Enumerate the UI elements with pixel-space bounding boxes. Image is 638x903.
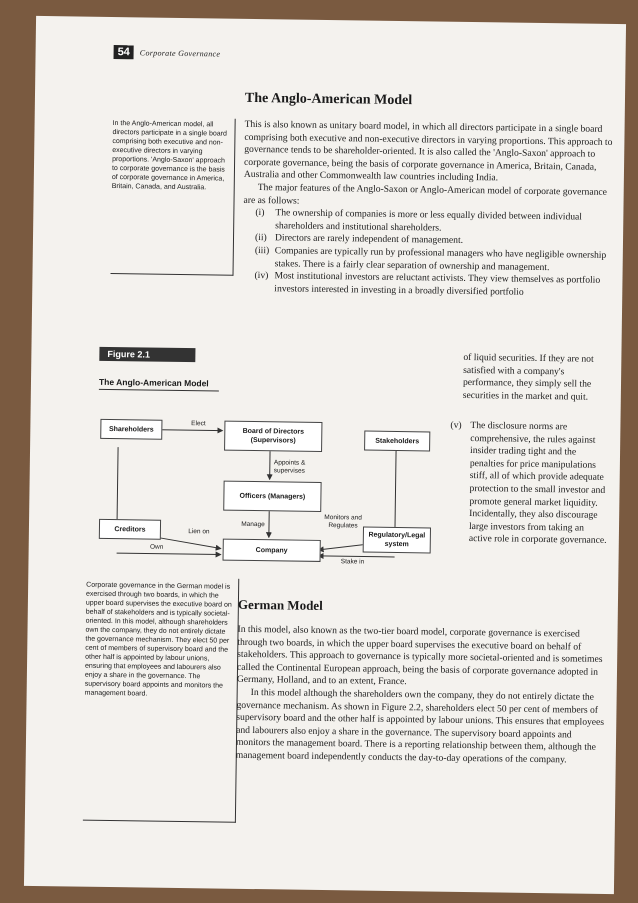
officers-box: Officers (Managers): [223, 481, 321, 512]
monitors-label: Monitors and Regulates: [324, 513, 362, 530]
margin-note-anglo-text: In the Anglo-American model, all directors participate in a single board comprising both executive and non-executive directors in varying proportions. 'Anglo-Saxon' approach to corporate governance is the basis of corporate governance in America, Britain, Canada, and Australia.: [111, 120, 227, 192]
german-body: [236, 624, 608, 768]
running-title: Corporate Governance: [139, 47, 221, 58]
book-page: [24, 16, 626, 894]
appoints-label: Appoints & supervises: [273, 459, 306, 475]
item-v-number: (v): [450, 419, 462, 431]
stake-line: [395, 451, 396, 531]
stake-arrow: [319, 556, 395, 557]
list-item: (iii) Companies are typically run by professional managers who have negligible ownership stakes. There is a fairly clear separation of ownership and management.: [254, 244, 607, 273]
manage-label: Manage: [241, 520, 265, 529]
margin-note-anglo: [111, 117, 236, 276]
anglo-item-v: [449, 420, 611, 548]
own-arrow: [117, 553, 221, 554]
page-header: [114, 45, 221, 60]
section-title-anglo: The Anglo-American Model: [244, 90, 413, 109]
elect-arrow: [160, 430, 222, 431]
german-paragraph-2: In this model although the shareholders own the company, they do not entirely dictate the governance mechanism. As shown in Figure 2.2, shareholders elect 50 per cent of members of supervisory board and the other half is appointed by labour unions. This ensures that employees and labourers also enjoy a share in the governance. The supervisory board appoints and monitors the management board. There is a reporting relationship between them, although the management board independently conducts the day-to-day operations of the company.: [235, 686, 605, 766]
lien-label: Lien on: [188, 528, 210, 536]
board-box: Board of Directors (Supervisors): [224, 421, 322, 452]
page-number: 54: [114, 45, 134, 59]
margin-note-german: [83, 577, 239, 823]
list-item: (ii) Directors are rarely independent of management.: [254, 232, 464, 247]
anglo-body: [242, 119, 614, 300]
anglo-item-iv-continued: of liquid securities. If they are not satisfied with a company's performance, they simply sell the securities in the market and quit.: [462, 351, 594, 403]
list-item: (i) The ownership of companies is more or less equally divided between individual shareholders and institutional shareholders.: [255, 207, 583, 234]
anglo-feature-list: [254, 207, 613, 300]
german-paragraph-1: In this model, also known as the two-tier board model, corporate governance is exercised through two boards, in which the upper board supervises the executive board on behalf of stakeholders. This approach to governance is typically more societal-oriented and is sometimes called the Continental European approach, being the basis of corporate governance adopted in Germany, Holland, and to an extent, France.: [236, 623, 603, 688]
company-box: Company: [223, 539, 321, 562]
own-label: Own: [149, 543, 164, 551]
elect-label: Elect: [191, 420, 206, 428]
section-title-german: German Model: [237, 596, 323, 613]
figure-2-1: [96, 347, 439, 570]
figure-label: Figure 2.1: [99, 347, 195, 362]
item-v-text: The disclosure norms are comprehensive, the rules against insider trading tight and the penalties for price manipulations stiff, all of which provide adequate protection to the small investor and promote general market liquidity. Incidentally, they also discourage large investors from taking an active role in corporate governance.: [468, 420, 607, 547]
anglo-intro-1: This is also known as unitary board model, in which all directors participate in a single board comprising both executive and non-executive directors in varying proportions. This approach to governance tends to be shareholder-oriented. It is also called the 'Anglo-Saxon' approach to corporate governance, being the basis of corporate governance in America, Britain, Canada, Australia and other Commonwealth law countries including India.: [243, 118, 613, 184]
list-item: (iv) Most institutional investors are reluctant activists. They view themselves as portfolio investors interested in investing in a broadly diversified portfolio: [254, 270, 601, 298]
anglo-intro-2: The major features of the Anglo-Saxon or Anglo-American model of corporate governance are as follows:: [243, 182, 608, 207]
figure-title: The Anglo-American Model: [98, 376, 209, 389]
margin-note-german-text: Corporate governance in the German model is exercised through two boards, in which the upper board supervises the executive board on behalf of stakeholders and is typically societal-oriented. In this model, although shareholders own the company, they do not entirely dictate the governance mechanism. They elect 50 per cent of members of supervisory board and the other half is appointed by labour unions, ensuring that employees and labourers also enjoy a share in the governance. The supervisory board appoints and monitors the management board.: [84, 581, 232, 698]
stakeholders-box: Stakeholders: [364, 431, 430, 452]
stake-label: Stake in: [340, 558, 365, 566]
shareholders-box: Shareholders: [100, 419, 162, 440]
own-line: [117, 447, 118, 527]
creditors-box: Creditors: [99, 519, 161, 540]
regulatory-box: Regulatory/Legal system: [363, 527, 431, 554]
